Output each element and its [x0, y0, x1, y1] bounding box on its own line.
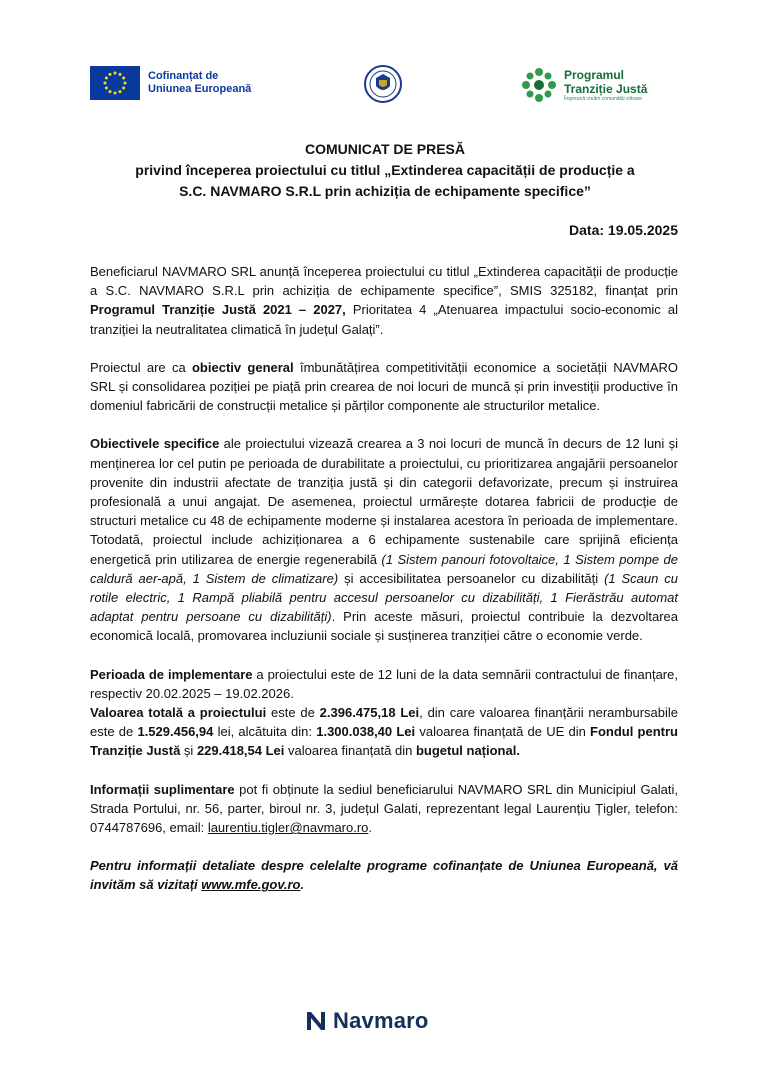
eu-star-icon: [114, 92, 117, 95]
eu-star-icon: [104, 82, 107, 85]
ptj-logo-tagline: Împreună creăm comunități viitoare: [564, 95, 643, 102]
eu-flag-icon: [90, 66, 140, 100]
eu-star-icon: [119, 73, 122, 76]
green-flower-icon: [520, 66, 558, 104]
ptj-logo-line2: Tranziție Justă: [564, 81, 648, 96]
eu-cofinancing-logo: [90, 66, 251, 100]
paragraph-additional-info: Informații suplimentare pot fi obținute la sediul beneficiarului NAVMARO SRL din Municipiul Galati, Strada Portului, nr. 56, parter, biroul nr. 3, județul Galati, reprezentant legal Laurențiu Țigler, telefon: 0744787696, email: laurentiu.tigler@navmaro.ro.: [90, 781, 679, 836]
paragraph-intro: Beneficiarul NAVMARO SRL anunță începerea proiectului cu titlul „Extinderea capacității de producție a S.C. NAVMARO S.R.L prin achiziția de echipamente specifice”, SMIS 325182, finanțat prin Programul Tranziție Justă 2021 – 2027, Prioritatea 4 „Atenuarea impactului socio-economic al tranziției la neutralitatea climatică în județul Galați”.: [90, 264, 678, 337]
eu-star-icon: [105, 87, 108, 90]
navmaro-brand-name: Navmaro: [333, 1008, 429, 1033]
romanian-government-seal-icon: [363, 64, 403, 104]
eu-star-icon: [119, 90, 122, 93]
title-line3: S.C. NAVMARO S.R.L prin achiziția de echipamente specifice”: [179, 183, 591, 199]
eu-logo-line1: Cofinanțat de: [148, 70, 219, 82]
eu-star-icon: [122, 77, 125, 80]
paragraph-mfe-link: Pentru informații detaliate despre celelalte programe cofinanțate de Uniunea Europeană, vă invităm să vizitați www.mfe.gov.ro.: [90, 858, 678, 893]
eu-star-icon: [124, 82, 127, 85]
paragraph-specific-objectives: Obiectivele specifice ale proiectului vizează crearea a 3 noi locuri de muncă în decurs de 12 luni și menținerea lor cel putin pe perioada de durabilitate a proiectului, cu prioritizarea angajării persoanelor provenite din industrii afectate de tranziția justă și din categorii defavorizate, precum și instruirea profesională a unui angajat. De asemenea, proiectul urmărește dotarea fabricii de producție de structuri metalice cu 48 de echipamente moderne și instalarea acestora în perioada de implementare. Totodată, proiectul include achiziționarea a 6 echipamente sustenabile care sprijină eficiența energetică prin utilizarea de energie regenerabilă (1 Sistem panouri fotovoltaice, 1 Sistem pompe de caldură aer-apă, 1 Sistem de climatizare) și accesibilitatea persoanelor cu dizabilități (1 Scaun cu rotile electric, 1 Rampă pliabilă pentru accesul persoanelor cu dizabilități, 1 Fierăstrău automat adaptat pentru persoane cu dizabilități). Prin aceste măsuri, proiectul contribuie la dezvoltarea economică locală, promovarea incluziunii sociale și susținerea tranziției către o economie verde.: [90, 436, 679, 644]
title-line2: privind începerea proiectului cu titlul „Extinderea capacității de producție a: [135, 162, 635, 178]
navmaro-footer-logo: [305, 1008, 429, 1034]
navmaro-n-icon: [305, 1010, 327, 1032]
title-line1: COMUNICAT DE PRESĂ: [305, 141, 465, 157]
eu-star-icon: [122, 87, 125, 90]
eu-star-icon: [109, 73, 112, 76]
eu-star-icon: [109, 90, 112, 93]
paragraph-general-objective: Proiectul are ca obiectiv general îmbunătățirea competitivității economice a societății NAVMARO SRL și consolidarea poziției pe piață prin crearea de noi locuri de muncă și prin investiții productive în domeniul fabricării de construcții metalice și părților componente ale structurilor metalice.: [90, 359, 678, 414]
release-date: Data: 19.05.2025: [569, 222, 678, 238]
press-release-title: [90, 139, 680, 202]
mfe-website-link[interactable]: www.mfe.gov.ro: [201, 877, 301, 893]
press-release-body: [90, 262, 678, 895]
contact-email-link[interactable]: laurentiu.tigler@navmaro.ro: [207, 820, 369, 836]
eu-logo-line2: Uniunea Europeană: [148, 83, 252, 95]
ptj-logo-line1: Programul: [564, 67, 625, 82]
paragraph-implementation-period: Perioada de implementare a proiectului este de 12 luni de la data semnării contractului de finanțare, respectiv 20.02.2025 – 19.02.2026.: [90, 666, 678, 701]
tranzitie-justa-logo: [520, 66, 647, 104]
eu-star-icon: [114, 72, 117, 75]
header-logos: [90, 64, 680, 104]
paragraph-project-value: Valoarea totală a proiectului este de 2.396.475,18 Lei, din care valoarea finanțării nerambursabile este de 1.529.456,94 lei, alcătuita din: 1.300.038,40 Lei valoarea finanțată de UE din Fondul pentru Tranziție Justă și 229.418,54 Lei valoarea finanțată din bugetul național.: [90, 705, 679, 759]
eu-star-icon: [105, 77, 108, 80]
